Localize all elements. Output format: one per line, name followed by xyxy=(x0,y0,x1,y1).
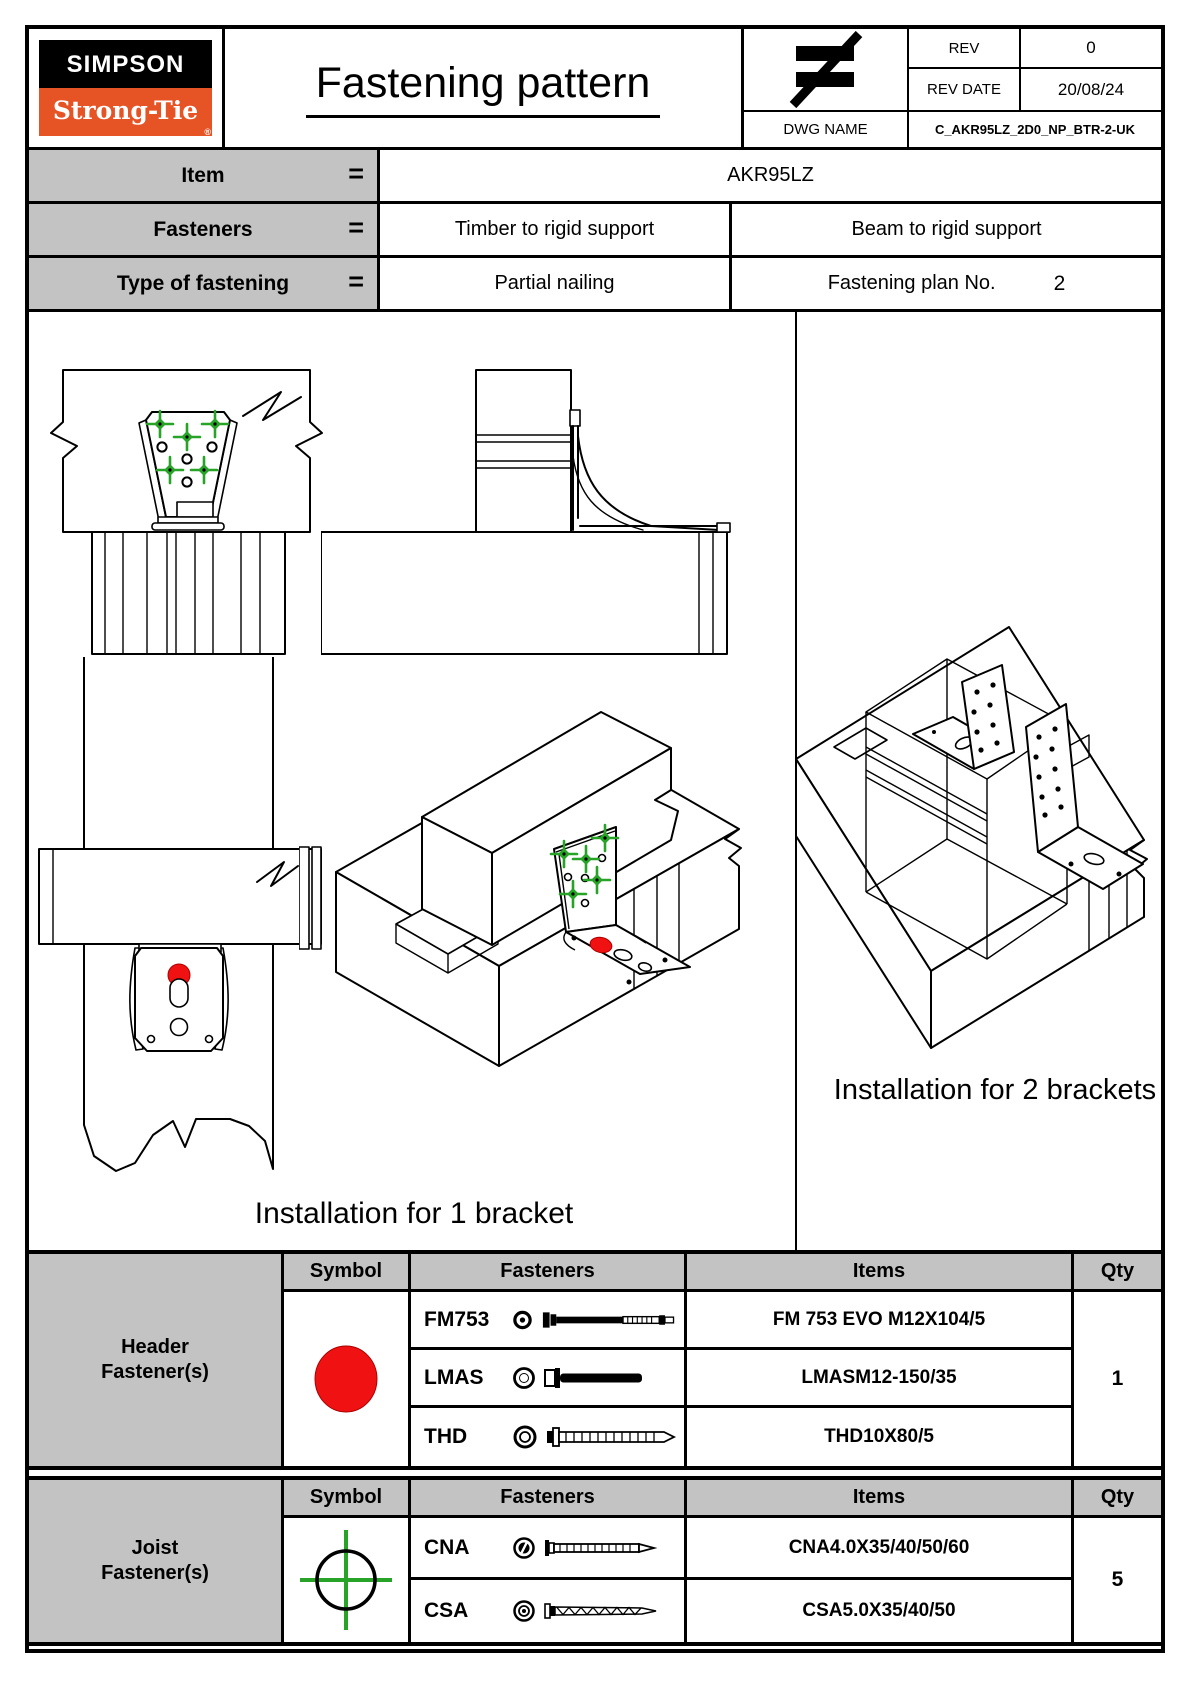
fastener-name: LMAS xyxy=(424,1365,484,1389)
fastener-name: FM753 xyxy=(424,1307,490,1331)
header-fasteners-table xyxy=(29,1250,1161,1470)
page-title: Fastening pattern xyxy=(225,29,744,147)
fm753-bolt-icon xyxy=(541,1309,684,1331)
item-label-cell: Item = xyxy=(29,150,380,201)
drawing-sheet xyxy=(25,25,1165,1653)
col-header-items: Items xyxy=(687,1480,1074,1518)
header-qty-value: 1 xyxy=(1111,1367,1124,1390)
rigid-support xyxy=(92,532,285,654)
col-header-qty: Qty xyxy=(1074,1254,1161,1292)
angle-bracket-bottom xyxy=(130,944,228,1051)
fastener-row xyxy=(411,1580,687,1642)
fasteners-row xyxy=(29,204,1161,258)
csa-symbol-icon xyxy=(512,1599,536,1623)
equals-icon: = xyxy=(348,212,364,243)
fastening-plan-label: Fastening plan No. xyxy=(827,272,996,294)
fastener-row xyxy=(411,1518,687,1580)
bottom-view-drawing xyxy=(37,657,329,1175)
drawing-area xyxy=(29,312,1161,1250)
col-header-symbol: Symbol xyxy=(284,1254,411,1292)
item-cell: CNA4.0X35/40/50/60 xyxy=(687,1518,1074,1580)
lmas-bolt-icon xyxy=(544,1366,664,1390)
thd-washer-icon xyxy=(512,1424,538,1450)
rev-value: 0 xyxy=(1019,29,1161,69)
item-cell: LMASM12-150/35 xyxy=(687,1350,1074,1408)
header-fastener-symbol xyxy=(284,1292,411,1466)
item-row xyxy=(29,150,1161,204)
dwg-name-label: DWG NAME xyxy=(783,121,868,138)
col-header-qty: Qty xyxy=(1074,1480,1161,1518)
joist-fasteners-table xyxy=(29,1476,1161,1646)
col-header-items: Items xyxy=(687,1254,1074,1292)
rev-date-label: REV DATE xyxy=(907,69,1019,112)
thd-screw-icon xyxy=(546,1424,681,1450)
equals-icon: = xyxy=(348,266,364,297)
fastener-row xyxy=(411,1292,687,1350)
fasteners-left-value: Timber to rigid support xyxy=(380,204,732,255)
col-header-fasteners: Fasteners xyxy=(411,1480,687,1518)
title-block xyxy=(29,29,1161,150)
green-crosshair-icon xyxy=(294,1524,398,1636)
fasteners-label-cell: Fasteners = xyxy=(29,204,380,255)
registered-mark: ® xyxy=(204,127,211,137)
fastening-plan-cell xyxy=(732,258,1161,309)
item-cell: THD10X80/5 xyxy=(687,1408,1074,1466)
group-label-joist: Joist Fastener(s) xyxy=(29,1480,284,1642)
red-circle-icon xyxy=(310,1342,382,1416)
post-end-view xyxy=(476,370,571,532)
caption-one-bracket: Installation for 1 bracket xyxy=(254,1197,574,1230)
type-left-value: Partial nailing xyxy=(380,258,732,309)
joist-fastener-symbol xyxy=(284,1518,411,1642)
fastener-row xyxy=(411,1408,687,1466)
first-angle-projection-icon xyxy=(780,31,872,109)
fastener-name: THD xyxy=(424,1425,468,1448)
rigid-support xyxy=(321,532,727,654)
col-header-fasteners: Fasteners xyxy=(411,1254,687,1292)
type-label-cell: Type of fastening = xyxy=(29,258,380,309)
rev-label: REV xyxy=(907,29,1019,69)
iso-view-one-bracket xyxy=(299,642,749,1162)
beam-plan xyxy=(39,849,321,944)
fm753-washer-icon xyxy=(512,1309,533,1331)
revision-block xyxy=(744,29,1161,147)
cna-symbol-icon xyxy=(512,1536,536,1560)
fastening-plan-number: 2 xyxy=(1053,271,1066,295)
item-info-table xyxy=(29,150,1161,312)
csa-screw-icon xyxy=(544,1599,674,1623)
beam-end-grain-marks xyxy=(299,847,321,949)
front-view-drawing xyxy=(47,340,357,672)
logo-simpson: SIMPSON xyxy=(39,40,212,88)
item-cell: CSA5.0X35/40/50 xyxy=(687,1580,1074,1642)
fastener-name: CSA xyxy=(424,1599,469,1622)
logo-strongtie-text: Strong-Tie xyxy=(52,96,199,125)
fasteners-right-value: Beam to rigid support xyxy=(851,218,1042,240)
col-header-symbol: Symbol xyxy=(284,1480,411,1518)
type-of-fastening-row xyxy=(29,258,1161,312)
projection-symbol-cell xyxy=(744,29,907,112)
caption-two-brackets: Installation for 2 brackets xyxy=(833,1074,1157,1106)
item-cell: FM 753 EVO M12X104/5 xyxy=(687,1292,1074,1350)
dwg-name-value: C_AKR95LZ_2D0_NP_BTR-2-UK xyxy=(907,112,1161,147)
lmas-washer-icon xyxy=(512,1366,536,1390)
simpson-strongtie-logo xyxy=(29,29,225,147)
item-value: AKR95LZ xyxy=(727,164,814,186)
logo-strongtie xyxy=(39,88,212,136)
equals-icon: = xyxy=(348,158,364,189)
rev-date-value: 20/08/24 xyxy=(1019,69,1161,112)
cna-nail-icon xyxy=(544,1536,669,1560)
side-view-drawing xyxy=(321,340,741,670)
group-label-header: Header Fastener(s) xyxy=(29,1254,284,1466)
angle-bracket-profile xyxy=(570,410,730,532)
joist-qty-value: 5 xyxy=(1111,1568,1124,1591)
fastener-name: CNA xyxy=(424,1535,470,1559)
iso-view-two-brackets xyxy=(789,592,1159,1052)
fastener-row xyxy=(411,1350,687,1408)
